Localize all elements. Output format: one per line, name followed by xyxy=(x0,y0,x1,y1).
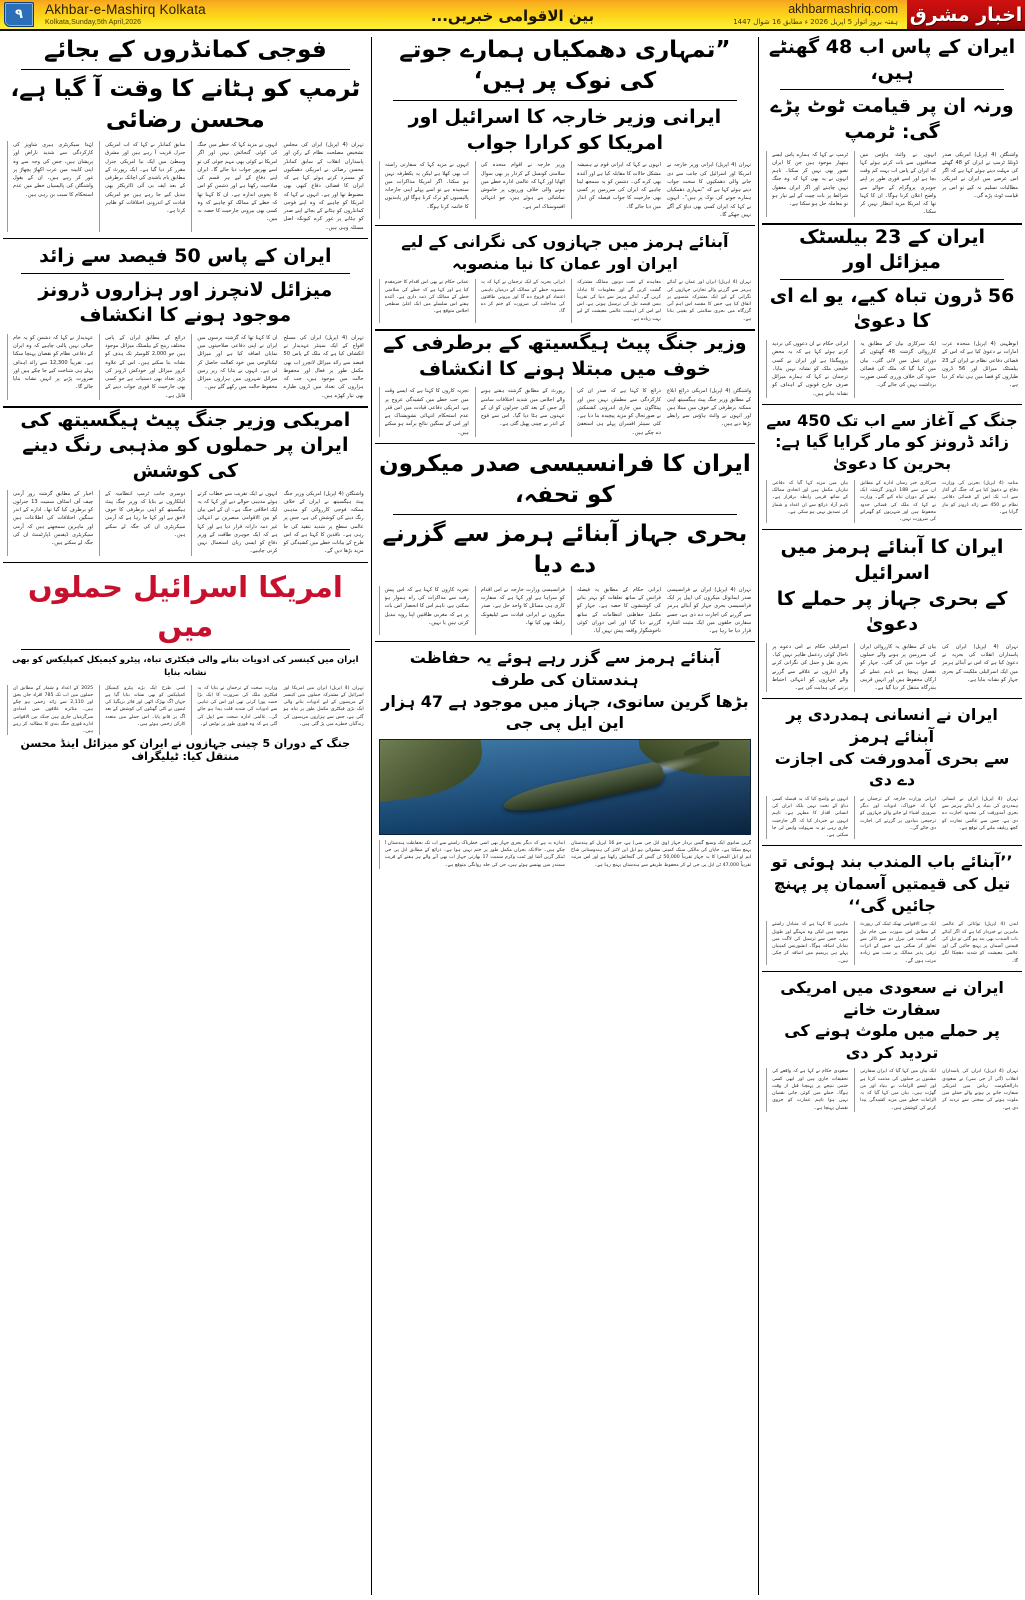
article-kicker: جنگ کے دوران 5 چینی جہازوں نے ایران کو میزائل اینڈ محسن منتقل کیا: ٹیلیگراف xyxy=(20,737,351,764)
article-left-third xyxy=(3,408,368,556)
body-columns xyxy=(379,586,751,636)
body-column xyxy=(942,340,1018,398)
body-column xyxy=(766,643,848,693)
headline: ایران نے سعودی میں امریکی سفارت خانے xyxy=(780,977,1004,1019)
body-column xyxy=(571,387,661,437)
article-divider xyxy=(375,443,755,444)
body-text: 2025 کے اعداد و شمار کے مطابق ان حملوں میں اب تک 785 افراد جاں بحق اور 2,110 سے زائد زخمی ہو چکے ہیں۔ متاثرہ علاقوں میں امدادی سرگرمیاں جاری ہیں جبکہ بین الاقوامی ادارے فوری جنگ بندی کا مطالبہ کر رہے ہیں۔ xyxy=(12,685,94,735)
body-text: دوسری جانب ٹرمپ انتظامیہ کے اہلکاروں نے بتایا کہ وزیر جنگ پیٹ ہیگسیتھ کو اپنی برطرفی کا خوف لاحق ہے اور کہا جا رہا ہے کہ آرمی سیکریٹری ان کی جگہ لے سکتے ہیں۔ xyxy=(105,490,186,538)
headline: وزیر جنگ پیٹ ہیگسیتھ کے برطرفی کے خوف میں مبتلا ہونے کا انکشاف xyxy=(383,332,747,380)
body-column xyxy=(766,796,848,840)
body-column xyxy=(942,643,1018,693)
body-columns xyxy=(7,490,364,556)
body-text: معاہدے کے تحت دونوں ممالک مشترکہ گشت کریں گے اور معلومات کا تبادلہ کریں گے۔ آبنائے ہرمز سے دنیا کی تقریباً بیس فیصد تیل کی ترسیل ہوتی ہے، اس لیے اس کی اہمیت عالمی معیشت کے لیے بہت زیادہ ہے۔ xyxy=(576,280,661,322)
article-mid-second xyxy=(375,231,755,323)
body-column xyxy=(191,685,277,736)
article-left-top xyxy=(3,35,368,232)
headline: آبنائے ہرمز میں جہازوں کی نگرانی کے لیے ایران اور عمان کا نیا منصوبہ xyxy=(401,232,729,273)
body-column xyxy=(942,796,1018,840)
subheadline: سے بحری آمدورفت کی اجازت دے دی xyxy=(774,748,1010,790)
column-left xyxy=(3,35,368,1597)
article-divider xyxy=(762,698,1022,699)
body-column xyxy=(571,840,751,869)
body-text: اسرائیلی حکام نے اس دعوے پر تاحال کوئی ردعمل ظاہر نہیں کیا۔ بحری نقل و حمل کی نگرانی کرنے والے اداروں نے علاقے سے گزرنے والے جہازوں کو انتہائی احتیاط برتنے کی ہدایت کی ہے۔ xyxy=(772,643,849,692)
article-divider xyxy=(762,404,1022,405)
article-divider xyxy=(375,225,755,226)
body-column xyxy=(667,161,751,219)
body-text: تہران (4 اپریل) ایران اور عمان نے آبنائے ہرمز سے گزرنے والے تجارتی جہازوں کی نگرانی کے لیے ایک مشترکہ منصوبے پر اتفاق کیا ہے، جس کا مقصد اس اہم آبی گزرگاہ میں بحری سلامتی کو یقینی بنانا ہے۔ xyxy=(666,280,752,322)
body-column xyxy=(571,161,661,219)
website-block xyxy=(733,0,907,29)
headline-rule xyxy=(21,69,350,70)
headline: ’’آبنائے باب المندب بند ہوئی تو xyxy=(771,852,1013,872)
subheadline: پر حملے میں ملوث ہونے کی تردید کر دی xyxy=(784,1021,1000,1062)
body-column xyxy=(667,279,751,323)
body-column xyxy=(191,141,277,232)
body-columns xyxy=(379,161,751,219)
body-column xyxy=(475,161,565,219)
body-column xyxy=(475,279,565,323)
body-text: رپورٹ کے مطابق گزشتہ ہفتے ہونے والے اجلاس میں شدید اختلافات سامنے آئے جس کے بعد کئی جنرلوں کو ان کے عہدوں سے ہٹا دیا گیا۔ اس سے فوج کے اندر بے چینی پھیل گئی ہے۔ xyxy=(480,388,565,428)
body-text: عمانی حکام نے بھی اس اقدام کا خیرمقدم کیا ہے اور کہا ہے کہ خطے کی سلامتی خطے کے ممالک کی ذمہ داری ہے۔ آئندہ ہفتے اس سلسلے میں ایک اعلیٰ سطحی اجلاس متوقع ہے۔ xyxy=(384,280,469,315)
body-text: ماہرین کا کہنا ہے کہ متبادل راستے موجود ہیں لیکن وہ مہنگے اور طویل ہیں، جس سے ترسیل کی لاگت میں نمایاں اضافہ ہوگا۔ انشورنس کمپنیاں پہلے ہی پریمیم میں اضافہ کر چکی ہیں۔ xyxy=(772,922,849,964)
body-column xyxy=(191,490,277,556)
headline: آبنائے ہرمز سے گزر رہے ہوئے یہ حفاظت ہندستان کی طرف xyxy=(409,648,721,690)
body-column xyxy=(766,151,848,217)
body-text: تہران (4 اپریل) ایران کی پاسداران انقلاب (آئی آر جی سی) نے سعودی دارالحکومت ریاض میں امریکی سفارت خانے پر ہونے والے حملے میں ملوث ہونے کی سختی سے تردید کر دی ہے۔ xyxy=(942,1069,1018,1111)
body-text: تہران (4 اپریل) ایران میں امریکا اور اسرائیل کے مشترکہ حملوں میں کینسر کے مریضوں کے لیے ادویات بنانے والی ایک بڑی فیکٹری مکمل طور پر تباہ ہو گئی ہے، جس سے ہزاروں مریضوں کی زندگیاں خطرے میں پڑ گئی ہیں۔ xyxy=(283,685,364,727)
body-column xyxy=(667,387,751,437)
masthead xyxy=(0,0,1025,31)
body-column xyxy=(7,334,93,400)
page-number-badge: ۹ xyxy=(4,2,34,27)
body-column xyxy=(571,279,661,323)
headline-rule xyxy=(21,273,350,274)
newspaper-title: Akhbar-e-Mashirq Kolkata xyxy=(45,1,206,17)
body-column xyxy=(854,480,936,524)
body-text: ایک سرکاری بیان کے مطابق یہ کارروائی گزشتہ 48 گھنٹوں کے دوران عمل میں لائی گئی۔ بیان میں کہا گیا کہ ملک کی فضائی حدود کی خلاف ورزی کسی صورت برداشت نہیں کی جائے گی۔ xyxy=(860,341,937,389)
body-text: بیان کے مطابق یہ کارروائی ایران کی سرزمین پر ہونے والے حملوں کے جواب میں کی گئی۔ جہاز کو نقصان پہنچا ہے تاہم عملے کے ارکان محفوظ ہیں اور انہیں قریبی بندرگاہ منتقل کر دیا گیا ہے۔ xyxy=(860,643,937,692)
body-column xyxy=(99,334,185,400)
body-column xyxy=(942,921,1018,965)
body-text: ایرانی حکام کے مطابق یہ فیصلہ فرانس کے ساتھ تعلقات کو بہتر بنانے کی کوششوں کا حصہ ہے۔ جہاز کو مکمل حفاظتی انتظامات کے ساتھ گزرنے دیا گیا اور اس دوران کوئی ناخوشگوار واقعہ پیش نہیں آیا۔ xyxy=(576,586,661,635)
body-column xyxy=(379,840,565,869)
body-column xyxy=(766,1068,848,1112)
column-middle xyxy=(375,35,755,1597)
body-text: ایرانی بحریہ کے ایک ترجمان نے کہا کہ یہ منصوبہ خطے کے ممالک کے درمیان باہمی اعتماد کو فروغ دے گا اور بیرونی طاقتوں کی مداخلت کی ضرورت کو ختم کر دے گا۔ xyxy=(480,280,565,315)
body-text: فرانسیسی وزارت خارجہ نے اس اقدام کو سراہا ہے اور کہا ہے کہ سفارت کاری ہی مسائل کا واحد حل ہے۔ صدر میکرون نے ایرانی قیادت سے ٹیلیفونک رابطہ بھی کیا تھا۔ xyxy=(480,586,565,626)
body-columns xyxy=(766,340,1018,398)
body-columns xyxy=(379,387,751,437)
body-column xyxy=(766,340,848,398)
body-text: سعودی حکام نے کہا ہے کہ واقعے کی تحقیقات جاری ہیں اور ابھی کسی حتمی نتیجے پر پہنچنا قبل از وقت ہوگا۔ حملے میں کوئی جانی نقصان نہیں ہوا تاہم عمارت کو جزوی نقصان پہنچا ہے۔ xyxy=(772,1069,849,1111)
logo-text: اخبار مشرق xyxy=(909,3,1023,26)
column-divider xyxy=(758,37,759,1595)
body-column xyxy=(766,921,848,965)
body-columns xyxy=(766,480,1018,524)
headline-rule xyxy=(780,279,1004,280)
body-columns xyxy=(379,279,751,323)
body-text: اندازہ یہ ہے کہ دیگر بحری جہاز بھی اسی خطرناک راستے سے اب تک بحفاظت ہندستان آ چکے ہیں۔ حالانکہ بحران مکمل طور پر ختم نہیں ہوا ہے۔ ذرائع کے مطابق ایل پی جی ٹینکر گرین آشا اور ٹمب وکرم سمیت 17 بھارتی جہاز اب بھی آنے والے ہر ہفتے کے قریب سمندر میں پھنسے ہوئے ہیں، جن کی جلد روانگی متوقع ہے۔ xyxy=(384,840,565,868)
body-column xyxy=(854,796,936,840)
article-divider xyxy=(762,529,1022,530)
subheadline: ٹرمپ کو ہٹانے کا وقت آ گیا ہے، محسن رضائی xyxy=(10,76,361,134)
article-right-bottom xyxy=(762,977,1022,1112)
headline-rule xyxy=(21,649,350,650)
subheadline: ایران پر حملوں کو مذہبی رنگ دینے کی کوشش xyxy=(22,434,349,483)
body-text: واشنگٹن (4 اپریل) امریکی ذرائع ابلاغ کے مطابق وزیر جنگ پیٹ ہیگسیتھ اپنی ممکنہ برطرفی کے خوف میں مبتلا ہیں اور انہوں نے وائٹ ہاؤس سے رابطے بڑھا دیے ہیں۔ xyxy=(666,388,752,428)
article-divider xyxy=(3,238,368,239)
body-column xyxy=(942,480,1018,524)
newspaper-logo xyxy=(907,0,1025,29)
body-text: ایرانی حکام نے ان دعووں کی تردید کرتے ہوئے کہا ہے کہ یہ محض پروپیگنڈا ہے اور ایران نے کسی خلیجی ملک کو نشانہ نہیں بنایا۔ ترجمان نے کہا کہ ہمارے میزائل صرف جارح قوتوں کے اہداف کو نشانہ بناتے ہیں۔ xyxy=(772,341,849,397)
article-mid-third xyxy=(375,331,755,437)
body-text: تہران (4 اپریل) ایران نے فرانسیسی صدر ایمانوئل میکرون کی اپیل پر ایک فرانسیسی بحری جہاز کو آبنائے ہرمز سے گزرنے کی اجازت دے دی ہے، جسے سفارتی حلقوں میں ایک مثبت اشارہ قرار دیا جا رہا ہے۔ xyxy=(666,586,752,635)
subheadline: زائد ڈرونز کو مار گرایا گیا ہے: بحرین کا دعویٰ xyxy=(775,432,1009,474)
body-columns xyxy=(766,643,1018,693)
article-left-second xyxy=(3,244,368,400)
body-column xyxy=(379,387,469,437)
body-text: واشنگٹن (4 اپریل) امریکی صدر ڈونلڈ ٹرمپ نے ایران کو 48 گھنٹے کی مہلت دیتے ہوئے کہا ہے کہ اگر اس عرصے میں ایران نے امریکی مطالبات تسلیم نہ کیے تو اس پر قیامت ٹوٹ پڑے گی۔ xyxy=(942,151,1018,199)
body-column xyxy=(942,151,1018,217)
body-column xyxy=(99,141,185,232)
body-text: منامہ (4 اپریل) بحرین کی وزارت دفاع نے دعویٰ کیا ہے کہ جنگ کے آغاز سے اب تک اس کے فضائی دفاعی نظام نے 450 سے زائد ڈرونز کو مار گرایا ہے۔ xyxy=(942,480,1018,515)
headline: ایران کا آبنائے ہرمز میں اسرائیل xyxy=(780,536,1004,584)
subheadline: کے بحری جہاز پر حملے کا دعویٰ xyxy=(776,587,1008,636)
article-divider xyxy=(3,562,368,563)
body-text: ان کا کہنا تھا کہ گزشتہ برسوں میں ایران نے اپنی دفاعی صلاحیتوں میں نمایاں اضافہ کیا ہے اور میزائل ٹیکنالوجی میں خود کفالت حاصل کر لی ہے۔ انہوں نے بتایا کہ زیر زمین میزائل شہروں میں ہزاروں میزائل محفوظ حالت میں رکھے گئے ہیں۔ xyxy=(197,334,278,391)
body-text: واشنگٹن (4 اپریل) امریکی وزیر جنگ پیٹ ہیگسیتھ نے ایران کے خلاف ممکنہ فوجی کارروائی کو مذہبی رنگ دینے کی کوشش کی ہے، جس پر عالمی سطح پر شدید تنقید کی جا رہی ہے۔ ناقدین کا کہنا ہے کہ اس طرح کے بیانات خطے میں کشیدگی کو مزید بڑھا دیں گے۔ xyxy=(283,490,364,555)
body-column xyxy=(7,685,93,736)
body-text: انہوں نے واضح کیا کہ یہ فیصلہ کسی دباؤ کے تحت نہیں بلکہ ایران کی انسانی اقدار کا مظہر ہے۔ تاہم انہوں نے خبردار کیا کہ اگر جارحیت جاری رہی تو یہ سہولت واپس لی جا سکتی ہے۔ xyxy=(772,796,849,839)
body-text: انہوں نے مزید کہا کہ خطے میں جنگ کی کوئی گنجائش نہیں اور اگر امریکا نے کوئی بھی مہم جوئی کی تو اسے بھرپور جواب دیا جائے گا۔ ایران اپنے دفاع کے لیے ہر قسم کی صلاحیت رکھتا ہے اور دشمن کو اس کا بخوبی اندازہ ہے۔ ان کا کہنا تھا کہ خطے کے ممالک کو چاہیے کہ وہ کسی بھی بیرونی جارحیت کا حصہ نہ بنیں۔ xyxy=(197,142,278,223)
body-column xyxy=(7,490,93,556)
body-column xyxy=(283,685,363,736)
body-column xyxy=(475,586,565,636)
article-photo-tanker xyxy=(379,739,751,835)
headline: ایران کے 23 بیلسٹک میزائل اور xyxy=(799,225,985,274)
body-text: انہوں نے مزید کہا کہ سفارتی راستہ اب بھی کھلا ہے لیکن یہ یکطرفہ نہیں ہو سکتا۔ اگر امریکا مذاکرات میں سنجیدہ ہے تو اسے پہلے اپنی جارحانہ پالیسیوں کو ترک کرنا ہوگا اور پابندیوں کا خاتمہ کرنا ہوگا۔ xyxy=(384,162,469,210)
body-column xyxy=(99,685,185,736)
body-columns xyxy=(766,796,1018,840)
subheadline: بحری جہاز آبنائے ہرمز سے گزرنے دے دیا xyxy=(382,520,748,578)
body-column xyxy=(942,1068,1018,1112)
article-mid-top xyxy=(375,35,755,219)
body-text: اسی طرح ایک بڑے پیٹرو کیمیکل کمپلیکس کو بھی نشانہ بنایا گیا ہے جہاں آگ بھڑک اٹھی اور فائر بریگیڈ کی ٹیموں نے کئی گھنٹوں کی کوشش کے بعد آگ پر قابو پایا۔ اس حملے میں متعدد کارکن زخمی ہوئے ہیں۔ xyxy=(105,685,186,727)
body-text: اخبار کے مطابق گزشتہ روز آرمی چیف آف اسٹاف سمیت 13 جنرلوں کو برطرف کیا گیا تھا۔ ادارے کے اندر سنگین اختلافات کی اطلاعات ہیں اور ماہرین سمجھتے ہیں کہ آرمی سیکریٹری ڈیفنس ڈپارٹمنٹ ان کی جگہ لے سکتے ہیں۔ xyxy=(12,490,94,547)
column-right xyxy=(762,35,1022,1597)
body-column xyxy=(854,921,936,965)
body-column xyxy=(571,586,661,636)
body-text: ایک بین الاقوامی تھنک ٹینک کی رپورٹ کے مطابق اس صورت میں خام تیل کی قیمت فی بیرل دو سو ڈالر سے تجاوز کر سکتی ہے، جس کے اثرات ترقی پذیر ممالک پر سب سے زیادہ مرتب ہوں گے۔ xyxy=(860,922,937,964)
urdu-date: ہفتہ بروز اتوار 5 اپریل 2026 ء مطابق 16 شوال 1447 xyxy=(733,18,898,27)
column-divider xyxy=(371,37,372,1595)
article-right-fourth xyxy=(762,535,1022,692)
body-column xyxy=(379,586,469,636)
subheadline: 56 ڈرون تباہ کیے، یو اے ای کا دعویٰ xyxy=(769,284,1015,333)
body-text: ٹرمپ نے کہا کہ ہمارے پاس ایسے ہتھیار موجود ہیں جن کا ایران تصور بھی نہیں کر سکتا۔ تاہم انہوں نے یہ بھی کہا کہ وہ جنگ نہیں چاہتے اور اگر ایران معقول شرائط پر بات چیت کے لیے تیار ہو تو معاملہ حل ہو سکتا ہے۔ xyxy=(772,151,849,208)
masthead-left xyxy=(37,0,206,29)
article-right-second xyxy=(762,225,1022,398)
headline-rule xyxy=(393,100,737,101)
article-divider xyxy=(762,845,1022,846)
body-column xyxy=(99,490,185,556)
masthead-right xyxy=(733,0,1025,29)
body-text: سابق کمانڈر نے کہا کہ اب امریکی جنرل قریب آ رہے ہیں اور مشرق وسطیٰ میں ایک نیا امریکی جنرل مقرر کر دیا گیا ہے۔ ایک رپورٹ کے مطابق بام باشدی کی اچانک برطرفی کے بعد ایف بی آئی ڈائریکٹر بھی تبدیل کیے جا رہے ہیں جو امریکی قیادت کے اندرونی اختلافات کو ظاہر کرتا ہے۔ xyxy=(105,142,186,215)
headline: امریکی وزیر جنگ پیٹ ہیگسیتھ کی xyxy=(20,408,351,431)
website-url[interactable]: akhbarmashriq.com xyxy=(788,1,898,16)
article-right-third xyxy=(762,410,1022,523)
body-column xyxy=(854,340,936,398)
body-text: وزارت صحت کے ترجمان نے بتایا کہ یہ فیکٹری ملک کی ضرورت کا ایک بڑا حصہ پورا کرتی تھی اور اس کی تباہی سے ادویات کی شدید قلت پیدا ہو جائے گی۔ عالمی ادارہ صحت سے اپیل کی گئی ہے کہ وہ فوری طور پر نوٹس لے۔ xyxy=(197,685,278,727)
headline: فوجی کمانڈروں کے بجائے xyxy=(43,37,327,63)
body-column xyxy=(379,279,469,323)
headline: ”تمہاری دھمکیاں ہمارے جوتے کی نوک پر ہیں‘ xyxy=(399,37,731,95)
body-column xyxy=(379,161,469,219)
photo-coastline-left xyxy=(379,739,487,804)
body-column xyxy=(475,387,565,437)
headline: ایران کا فرانسیسی صدر میکرون کو تحفہ، xyxy=(379,450,751,508)
headline-rule xyxy=(393,514,737,515)
body-text: ایک بیان میں کہا گیا کہ ایران سفارتی مشنوں پر حملوں کی مذمت کرتا ہے اور ایسے الزامات بے بنیاد اور من گھڑت ہیں۔ بیان میں کہا گیا کہ یہ الزامات خطے میں مزید کشیدگی پیدا کرنے کی کوشش ہیں۔ xyxy=(860,1069,937,1111)
body-column xyxy=(667,586,751,636)
headline: ایران کے پاس اب 48 گھنٹے ہیں، xyxy=(768,36,1016,84)
body-column xyxy=(766,480,848,524)
section-title: بین الاقوامی خبریں... xyxy=(430,6,595,25)
article-right-top xyxy=(762,35,1022,217)
headline-rule xyxy=(780,89,1004,90)
body-text: تہران (4 اپریل) ایران کی پاسداران انقلاب کی بحریہ نے دعویٰ کیا ہے کہ اس نے آبنائے ہرمز میں ایک اسرائیلی ملکیت کے بحری جہاز کو نشانہ بنایا ہے۔ xyxy=(942,643,1018,683)
body-text: بیان میں مزید کہا گیا کہ دفاعی تیاریاں مکمل ہیں اور اتحادی ممالک کے ساتھ قریبی رابطہ برقرار ہے۔ تاہم آزاد ذرائع سے ان اعداد و شمار کی تصدیق نہیں ہو سکی ہے۔ xyxy=(772,480,849,515)
body-text: گرین سانوی ایک وسیع گیس بردار جہاز (وی ایل جی سی) ہے، جو 16 اپریل کو ہندستان پہنچ سکتا ہے۔ جاپان کی مالکی مینک کمپنی مشوائی ہو ایل این لائنز کی ہندوستانی شاخ ایم او ایل المحرا کا یہ جہاز تقریباً 50,000 ٹن گیس کی گنجائش رکھتا ہے اور اس مرتبہ تقریباً 47,000 ٹن ایل پی جی لے کر محفوظ طریقے سے ہندستان پہنچ رہا ہے۔ xyxy=(570,840,752,868)
body-columns xyxy=(766,1068,1018,1112)
body-text: ایرانی وزارت خارجہ کے ترجمان نے کہا کہ خوراک، ادویات اور دیگر ضروری اشیاء لے جانے والے جہازوں کو ترجیحی بنیادوں پر گزرنے کی اجازت دی جائے گی۔ xyxy=(860,796,937,831)
headline: ایران کے پاس 50 فیصد سے زائد xyxy=(39,244,332,267)
body-column xyxy=(283,334,363,400)
edition-date: Kolkata,Sunday,5th April,2026 xyxy=(45,18,142,26)
body-column xyxy=(854,151,936,217)
body-text: ذرائع کے مطابق ایران کے پاس مختلف رینج کے بیلسٹک میزائل موجود ہیں جو 2,000 کلومیٹر تک ہدف کو نشانہ بنا سکتے ہیں۔ اس کے علاوہ کروز میزائل اور خودکش ڈرونز کی بڑی تعداد بھی دستیاب ہے جو کسی بھی جارحیت کا فوری جواب دینے کے قابل ہے۔ xyxy=(105,334,186,399)
body-column xyxy=(854,643,936,693)
body-text: انہوں نے کہا کہ ایرانی قوم نے ہمیشہ مشکل حالات کا مقابلہ کیا ہے اور آئندہ بھی کرے گی۔ دشمن کو یہ سمجھ لینا چاہیے کہ ایران کی سرزمین پر کسی بھی جارحیت کا جواب فیصلہ کن انداز میں دیا جائے گا۔ xyxy=(576,162,661,210)
body-text: وزیر خارجہ نے اقوام متحدہ کی سلامتی کونسل کے کردار پر بھی سوال اٹھایا اور کہا کہ عالمی ادارے خطے میں ہونے والی خلاف ورزیوں پر خاموش تماشائی بنے ہوئے ہیں، جو انتہائی افسوسناک امر ہے۔ xyxy=(480,162,565,210)
subheadline: ورنہ ان پر قیامت ٹوٹ پڑے گی: ٹرمپ xyxy=(770,95,1014,143)
body-text: تہران (4 اپریل) ایرانی وزیر خارجہ نے امریکا اور اسرائیل کی جانب سے دی جانے والی دھمکیوں کا سخت جواب دیتے ہوئے کہا ہے کہ ”تمہاری دھمکیاں ہمارے جوتے کی نوک پر ہیں“۔ انہوں نے کہا کہ ایران کسی بھی دباؤ کے آگے نہیں جھکے گا۔ xyxy=(666,162,752,218)
body-column xyxy=(7,141,93,232)
body-text: تہران (4 اپریل) ایران کی مجلس تشخیص مصلحت نظام کے رکن اور پاسداران انقلاب کے سابق کمانڈر محسن رضائی نے امریکی دھمکیوں کو مسترد کرتے ہوئے کہا ہے کہ ایران کا فضائی دفاع کبھی بھی مضبوط تھا اور ہے۔ انہوں نے کہا کہ امریکا کو چاہیے کہ وہ اپنے فوجی کمانڈروں کو ہٹانے کے بجائے اپنے صدر کو ہٹانے پر غور کرے کیونکہ اصل مسئلہ وہی ہیں۔ xyxy=(283,142,364,231)
body-columns xyxy=(379,840,751,869)
body-columns xyxy=(7,685,364,736)
article-right-fifth xyxy=(762,704,1022,839)
body-text: ذرائع کا کہنا ہے کہ صدر ان کی کارکردگی سے مطمئن نہیں ہیں اور پینٹاگون میں جاری اندرونی کشمکش نے صورتحال کو مزید پیچیدہ بنا دیا ہے۔ کئی سینئر افسران پہلے ہی استعفیٰ دے چکے ہیں۔ xyxy=(576,388,661,436)
body-columns xyxy=(766,151,1018,217)
body-column xyxy=(854,1068,936,1112)
body-text: ابوظہبی (4 اپریل) متحدہ عرب امارات نے دعویٰ کیا ہے کہ اس کے فضائی دفاعی نظام نے ایران کے 23 بیلسٹک میزائل اور 56 ڈرون طیاروں کو فضا میں ہی تباہ کر دیا ہے۔ xyxy=(942,341,1018,389)
article-left-bottom xyxy=(3,568,368,764)
body-text: تہران (4 اپریل) ایران کی مسلح افواج کے ایک سینئر عہدیدار نے انکشاف کیا ہے کہ ملک کے پاس 50 فیصد سے زائد میزائل لانچرز اب بھی مکمل طور پر فعال اور محفوظ حالت میں موجود ہیں، جب کہ ہزاروں کی تعداد میں ڈرون طیارے بھی تیار کھڑے ہیں۔ xyxy=(283,334,364,399)
body-columns xyxy=(7,141,364,232)
article-right-sixth xyxy=(762,851,1022,964)
article-divider xyxy=(375,641,755,642)
body-text: لہٰذا سیکریٹری ہیری شاویز کی کارکردگی سے شدید ناراض اور پریشان ہیں، جس کی وجہ سے وہ اپنی کابینہ میں عرب اکھاڑ پچھاڑ پر غور کر رہے ہیں۔ ان کے بقول واشنگٹن کی پالیسیاں خطے میں عدم استحکام کا سبب بن رہی ہیں۔ xyxy=(12,142,94,198)
body-columns xyxy=(766,921,1018,965)
body-text: عہدیدار نے کہا کہ دشمن کو یہ خام خیالی نہیں پالنی چاہیے کہ وہ ایران کے دفاعی نظام کو نقصان پہنچا سکتا ہے۔ تقریباً 12,300 سے زائد اہداف پہلے ہی شناخت کیے جا چکے ہیں اور ضرورت پڑنے پر انہیں نشانہ بنایا جائے گا۔ xyxy=(12,334,94,391)
page-content xyxy=(0,31,1025,1600)
subheadline: تیل کی قیمتیں آسمان پر پہنچ جائیں گی‘‘ xyxy=(773,874,1011,915)
body-text: تجزیہ کاروں کا کہنا ہے کہ ایسے وقت میں جب خطے میں کشیدگی عروج پر ہے، امریکی دفاعی قیادت میں اس قدر عدم استحکام انتہائی تشویشناک ہے اور اس کے سنگین نتائج برآمد ہو سکتے ہیں۔ xyxy=(384,388,469,436)
body-text: انہوں نے ایک تقریب سے خطاب کرتے ہوئے مذہبی حوالے دیے اور کہا کہ یہ ایک اخلاقی جنگ ہے۔ ان کے اس بیان کو بین الاقوامی مبصرین نے انتہائی غیر ذمہ دارانہ قرار دیا ہے اور کہا ہے کہ ایک جوہری طاقت کے وزیر دفاع کو ایسی زبان استعمال نہیں کرنی چاہیے۔ xyxy=(197,490,278,555)
subheadline: بڑھا گرین سانوی، جہاز میں موجود ہے 47 ہزار این ایل پی جی xyxy=(381,691,749,733)
body-text: تجزیہ کاروں کا کہنا ہے کہ اس پیش رفت سے مذاکرات کی راہ ہموار ہو سکتی ہے، تاہم اس کا انحصار اس بات پر ہے کہ مغربی طاقتیں اپنا رویہ تبدیل کرتی ہیں یا نہیں۔ xyxy=(384,586,469,626)
body-column xyxy=(283,141,363,232)
headline: جنگ کے آغاز سے اب تک 450 سے xyxy=(766,410,1018,430)
photo-oil-tanker xyxy=(501,761,666,819)
subheadline: ایران میں کینسر کی ادویات بنانے والی فیکٹری تباہ، پیٹرو کیمیکل کمپلیکس کو بھی نشانہ بنایا xyxy=(12,655,359,678)
subheadline: میزائل لانچرز اور ہزاروں ڈرونز موجود ہونے کا انکشاف xyxy=(38,278,333,327)
body-column xyxy=(191,334,277,400)
body-text: انہوں نے وائٹ ہاؤس میں صحافیوں سے بات کرتے ہوئے کہا کہ ایران کے پاس اب بہت کم وقت بچا ہے اور اسے فوری طور پر اپنے جوہری پروگرام کے حوالے سے واضح اعلان کرنا ہوگا۔ ان کا کہنا تھا کہ امریکا مزید انتظار نہیں کر سکتا۔ xyxy=(860,151,937,216)
subheadline: ایرانی وزیر خارجہ کا اسرائیل اور امریکا کو کرارا جواب xyxy=(408,106,722,154)
headline: امریکا اسرائیل حملوں میں xyxy=(27,569,343,643)
article-mid-photo-story xyxy=(375,647,755,869)
body-columns xyxy=(7,334,364,400)
body-text: لندن (4 اپریل) توانائی کے عالمی ماہرین نے خبردار کیا ہے کہ اگر آبنائے باب المندب بھی بند ہو گئی تو تیل کی قیمتیں آسمان پر پہنچ جائیں گی اور عالمی معیشت کو شدید دھچکا لگے گا۔ xyxy=(942,922,1018,964)
body-text: سرکاری خبر رساں ادارے کے مطابق ان میں سے 188 ڈرونز گزشتہ ایک ہفتے کے دوران تباہ کیے گئے۔ وزارت نے کہا کہ ملک کی فضائی حدود محفوظ ہیں اور شہریوں کو گھبرانے کی ضرورت نہیں۔ xyxy=(860,480,937,523)
body-column xyxy=(283,490,363,556)
article-mid-bottom xyxy=(375,449,755,636)
headline: ایران نے انسانی ہمدردی پر آبنائے ہرمز xyxy=(786,705,998,746)
body-text: تہران (4 اپریل) ایران نے انسانی ہمدردی کی بنیاد پر آبنائے ہرمز سے بحری آمدورفت کی محدود اجازت دے دی ہے، جس سے عالمی تجارت کو کچھ ریلیف ملنے کی توقع ہے۔ xyxy=(942,796,1018,831)
article-divider xyxy=(762,971,1022,972)
